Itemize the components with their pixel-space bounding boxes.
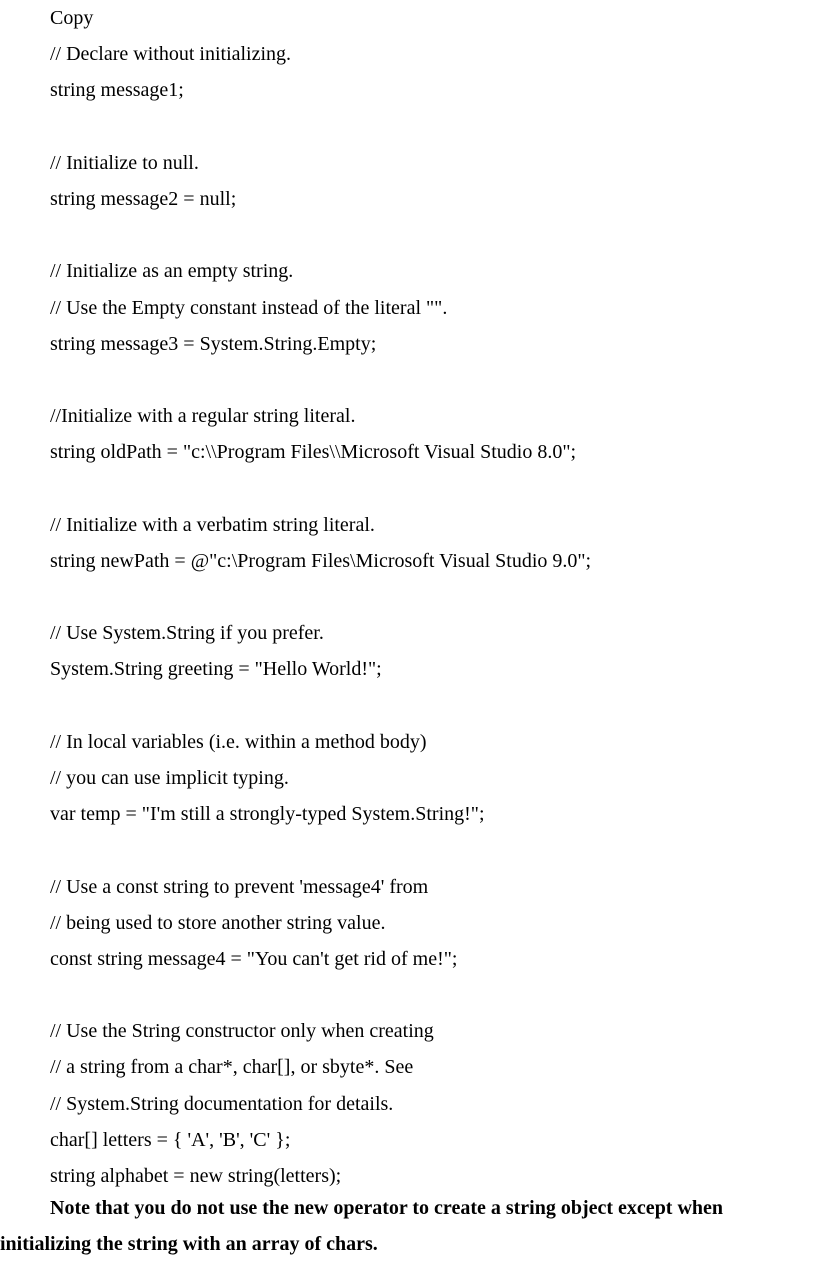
note-paragraph (0, 1190, 800, 1262)
code-statement-line: string newPath = @"c:\Program Files\Microsoft Visual Studio 9.0"; (50, 549, 592, 572)
code-block (50, 0, 810, 1194)
code-comment-line: // Use System.String if you prefer. (50, 622, 324, 645)
blank-line (50, 579, 810, 615)
code-comment-line: // Declare without initializing. (50, 43, 292, 66)
code-comment-line: // Initialize with a verbatim string literal. (50, 513, 375, 536)
code-statement-line: string message3 = System.String.Empty; (50, 332, 377, 355)
code-comment-line: // being used to store another string value. (50, 911, 386, 934)
code-comment-line: // Initialize as an empty string. (50, 260, 294, 283)
blank-line (50, 362, 810, 398)
code-statement-line: const string message4 = "You can't get rid of me!"; (50, 947, 458, 970)
code-statement-line: var temp = "I'm still a strongly-typed System.String!"; (50, 803, 485, 826)
code-lines (50, 36, 810, 1194)
blank-line (50, 977, 810, 1013)
blank-line (50, 109, 810, 145)
code-comment-line: // Use a const string to prevent 'message4' from (50, 875, 429, 898)
code-statement-line: char[] letters = { 'A', 'B', 'C' }; (50, 1128, 291, 1151)
code-statement-line: string message1; (50, 79, 184, 102)
code-comment-line: // Use the String constructor only when creating (50, 1020, 434, 1043)
code-statement-line: string alphabet = new string(letters); (50, 1165, 342, 1187)
code-comment-line: //Initialize with a regular string literal. (50, 405, 356, 428)
code-comment-line: // In local variables (i.e. within a method body) (50, 730, 427, 753)
blank-line (50, 470, 810, 506)
copy-link[interactable]: Copy (50, 7, 94, 29)
code-comment-line: // a string from a char*, char[], or sbyte*. See (50, 1056, 414, 1079)
code-comment-line: // System.String documentation for details. (50, 1092, 394, 1115)
blank-line (50, 217, 810, 253)
blank-line (50, 832, 810, 868)
code-statement-line: System.String greeting = "Hello World!"; (50, 658, 382, 681)
code-statement-line: string message2 = null; (50, 187, 237, 210)
blank-line (50, 688, 810, 724)
code-comment-line: // Initialize to null. (50, 151, 199, 174)
code-comment-line: // Use the Empty constant instead of the literal "". (50, 296, 448, 319)
note-text: Note that you do not use the new operator to create a string object except when initializing the string with an array of chars. (0, 1197, 724, 1256)
code-statement-line: string oldPath = "c:\\Program Files\\Microsoft Visual Studio 8.0"; (50, 441, 577, 464)
code-comment-line: // you can use implicit typing. (50, 766, 289, 789)
